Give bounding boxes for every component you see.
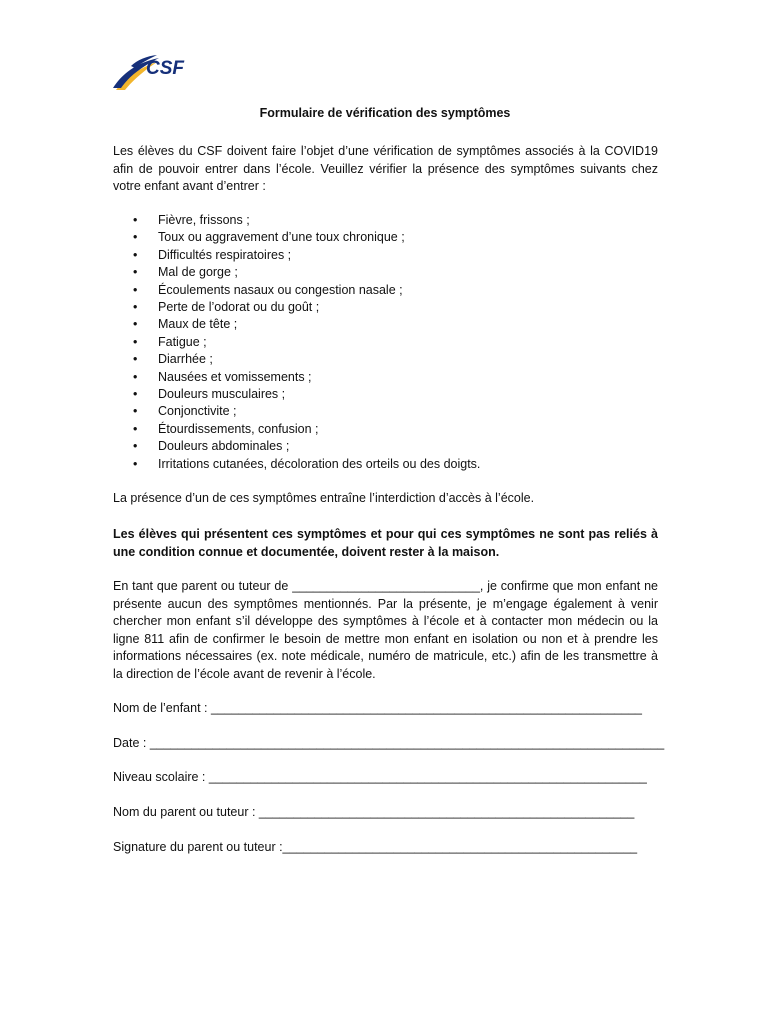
stay-home-notice: Les élèves qui présentent ces symptômes et pour qui ces symptômes ne sont pas reliés à une condition connue et documentée, doivent rester à la maison. <box>113 527 658 559</box>
symptom-list <box>113 212 480 473</box>
list-item: • Étourdissements, confusion ; <box>113 421 480 438</box>
list-item: • Toux ou aggravement d’une toux chronique ; <box>113 229 480 246</box>
list-item: • Mal de gorge ; <box>113 264 480 281</box>
list-item: • Maux de tête ; <box>113 316 480 333</box>
list-item: • Diarrhée ; <box>113 351 480 368</box>
list-item: • Perte de l’odorat ou du goût ; <box>113 299 480 316</box>
list-item: • Fièvre, frissons ; <box>113 212 480 229</box>
parent-signature-field[interactable]: Signature du parent ou tuteur :___________________________________________________ <box>113 840 638 854</box>
list-item: • Difficultés respiratoires ; <box>113 247 480 264</box>
date-field[interactable]: Date : __________________________________________________________________________ <box>113 736 665 750</box>
list-item: • Conjonctivite ; <box>113 403 480 420</box>
presence-notice: La présence d’un de ces symptômes entraîne l’interdiction d’accès à l’école. <box>113 491 535 505</box>
grade-field[interactable]: Niveau scolaire : _______________________________________________________________ <box>113 770 647 784</box>
list-item: • Écoulements nasaux ou congestion nasale ; <box>113 282 480 299</box>
list-item: • Nausées et vomissements ; <box>113 369 480 386</box>
list-item: • Douleurs musculaires ; <box>113 386 480 403</box>
intro-paragraph: Les élèves du CSF doivent faire l’objet d’une vérification de symptômes associés à la COVID19 afin de pouvoir entrer dans l’école. Veuillez vérifier la présence des symptômes suivants chez votre enfant avant d’entrer : <box>113 144 658 193</box>
parent-statement: En tant que parent ou tuteur de ___________________________, je confirme que mon enfant ne présente aucun des symptômes mentionnés. Par la présente, je m’engage également à venir chercher mon enfant s’il développe des symptômes à l’école et à contacter mon médecin ou la ligne 811 afin de confirmer le besoin de mettre mon enfant en isolation ou non et à prendre les informations nécessaires (ex. note médicale, numéro de matricule, etc.) afin de les transmettre à la direction de l’école avant de revenir à l’école. <box>113 579 658 681</box>
list-item: • Douleurs abdominales ; <box>113 438 480 455</box>
list-item: • Fatigue ; <box>113 334 480 351</box>
logo-text: CSF <box>146 58 184 79</box>
child-name-field[interactable]: Nom de l’enfant : ______________________________________________________________ <box>113 701 642 715</box>
list-item: • Irritations cutanées, décoloration des orteils ou des doigts. <box>113 456 480 473</box>
page-title: Formulaire de vérification des symptômes <box>259 106 511 120</box>
parent-name-field[interactable]: Nom du parent ou tuteur : ______________________________________________________ <box>113 805 635 819</box>
